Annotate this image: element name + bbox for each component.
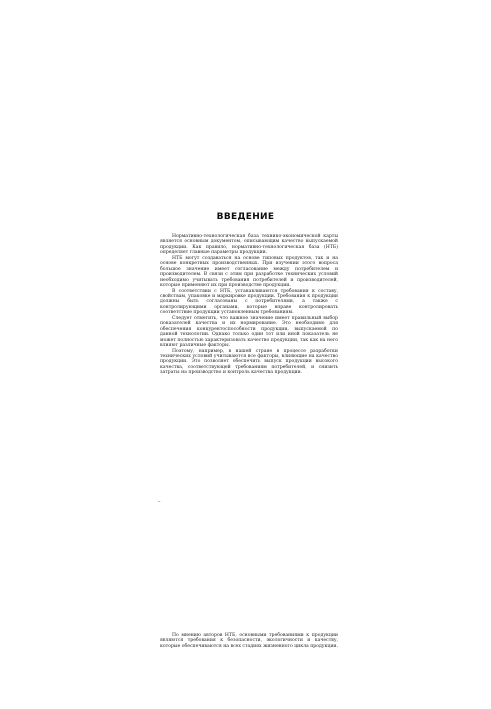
separator-dash: – — [158, 499, 161, 505]
paragraph-1: Нормативно-технологическая база технико-экономической карты является основным документом, описывающим качество выпускаемой продукции. Как правило, нормативно-технологическая база (НТБ) определяет главные параметры продукции. — [160, 234, 338, 256]
page-title: ВВЕДЕНИЕ — [216, 212, 275, 222]
paragraph-4: Следует отметить, что важное значение имеет правильный выбор показателей качества и их нормирование. Это необходимо для обеспечения конкурентоспособности продукции, выпускаемой по данной технологии. Однако только один тот или иной показатель не может полностью характеризовать качество продукции, так как на него влияют различные факторы. — [160, 315, 338, 349]
closing-text — [160, 633, 338, 649]
paragraph-3: В соответствии с НТБ, устанавливаются требования к составу, свойствам, упаковке и маркировке продукции. Требования к продукции должны быть согласованы с потребителями, а также с контролирующими органами, которые вправе контролировать соответствие продукции установленным требованиям. — [160, 288, 338, 316]
paragraph-2: НТБ могут создаваться на основе типовых продуктов, так и на основе конкретных производственных. При изучении этого вопроса большое значение имеет согласование между потребителем и производителем. В связи с этим при разработке технических условий необходимо учитывать требования потребителей и производителей, которые применяют их при производстве продукции. — [160, 255, 338, 289]
closing-paragraph: По мнению авторов НТБ, основными требованиями к продукции являются требования к безопасности, экологичности и качеству, которые обеспечиваются на всех стадиях жизненного цикла продукции. — [160, 633, 338, 649]
paragraph-5: Поэтому, например, в нашей стране в процессе разработки технических условий учитываются все факторы, влияющие на качество продукции. Это позволяет обеспечить выпуск продукции высокого качества, соответствующей требованиям потребителей, и снизить затраты на производство и контроль качества продукции. — [160, 348, 338, 376]
body-text — [160, 234, 338, 376]
